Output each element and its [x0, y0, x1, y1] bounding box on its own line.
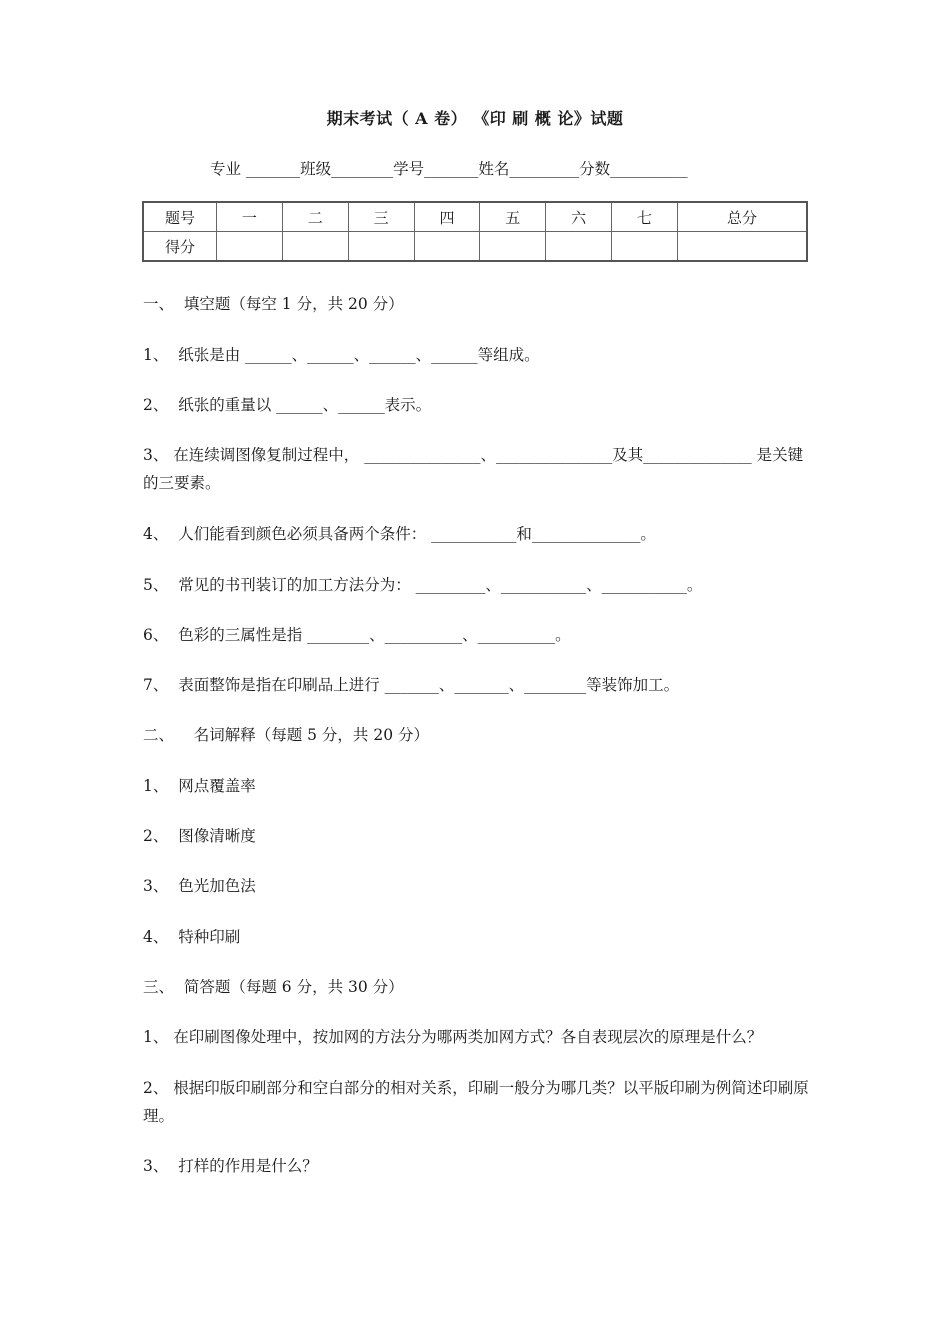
table-cell: 四 [414, 202, 480, 232]
table-cell-empty [282, 232, 348, 262]
table-cell-empty [348, 232, 414, 262]
section-3-question-1: 1、 在印刷图像处理中，按加网的方法分为哪两类加网方式？各自表现层次的原理是什么？ [143, 1028, 763, 1046]
section-1-question-7: 7、 表面整饰是指在印刷品上进行 _______、_______、________等装饰加工。 [143, 676, 680, 694]
section-1-question-6: 6、 色彩的三属性是指 ________、__________、__________。 [143, 626, 571, 644]
table-cell-empty [217, 232, 283, 262]
table-cell: 五 [480, 202, 546, 232]
exam-title: 期末考试（ A 卷） 《印 刷 概 论》试题 [326, 109, 624, 128]
score-table-score-row [143, 232, 807, 262]
table-cell: 二 [282, 202, 348, 232]
table-cell: 六 [546, 202, 612, 232]
section-2-question-4: 4、 特种印刷 [143, 928, 241, 946]
section-3-question-2: 2、 根据印版印刷部分和空白部分的相对关系，印刷一般分为哪几类？以平版印刷为例简述印刷原理。 [143, 1079, 809, 1125]
table-cell: 题号 [143, 202, 217, 232]
section-2-question-1: 1、 网点覆盖率 [143, 777, 256, 795]
section-1-heading: 一、 填空题（每空 1 分，共 20 分） [143, 295, 404, 313]
table-cell-empty [612, 232, 678, 262]
section-1-question-4: 4、 人们能看到颜色必须具备两个条件： ___________和______________。 [143, 525, 656, 543]
table-cell-empty [480, 232, 546, 262]
table-cell: 三 [348, 202, 414, 232]
section-3-heading: 三、 简答题（每题 6 分，共 30 分） [143, 978, 404, 996]
table-cell: 一 [217, 202, 283, 232]
table-cell: 七 [612, 202, 678, 232]
score-table-header-row [143, 202, 807, 232]
section-3-question-3: 3、 打样的作用是什么？ [143, 1157, 318, 1175]
section-1-question-2: 2、 纸张的重量以 ______、______表示。 [143, 396, 432, 414]
table-cell-empty [414, 232, 480, 262]
student-info-line: 专业 _______班级________学号_______姓名_________分数__________ [210, 160, 688, 178]
table-cell: 得分 [143, 232, 217, 262]
section-2-question-3: 3、 色光加色法 [143, 877, 256, 895]
table-cell-empty [546, 232, 612, 262]
section-2-question-2: 2、 图像清晰度 [143, 827, 256, 845]
section-2-heading: 二、 名词解释（每题 5 分，共 20 分） [143, 726, 430, 744]
section-1-question-3: 3、 在连续调图像复制过程中， _______________、_______________及其______________ 是关键的三要素。 [143, 446, 804, 492]
table-cell-empty [677, 232, 807, 262]
table-cell: 总分 [677, 202, 807, 232]
section-1-question-1: 1、 纸张是由 ______、______、______、______等组成。 [143, 346, 540, 364]
section-1-question-5: 5、 常见的书刊装订的加工方法分为： _________、___________、___________。 [143, 576, 703, 594]
score-table [142, 201, 808, 262]
